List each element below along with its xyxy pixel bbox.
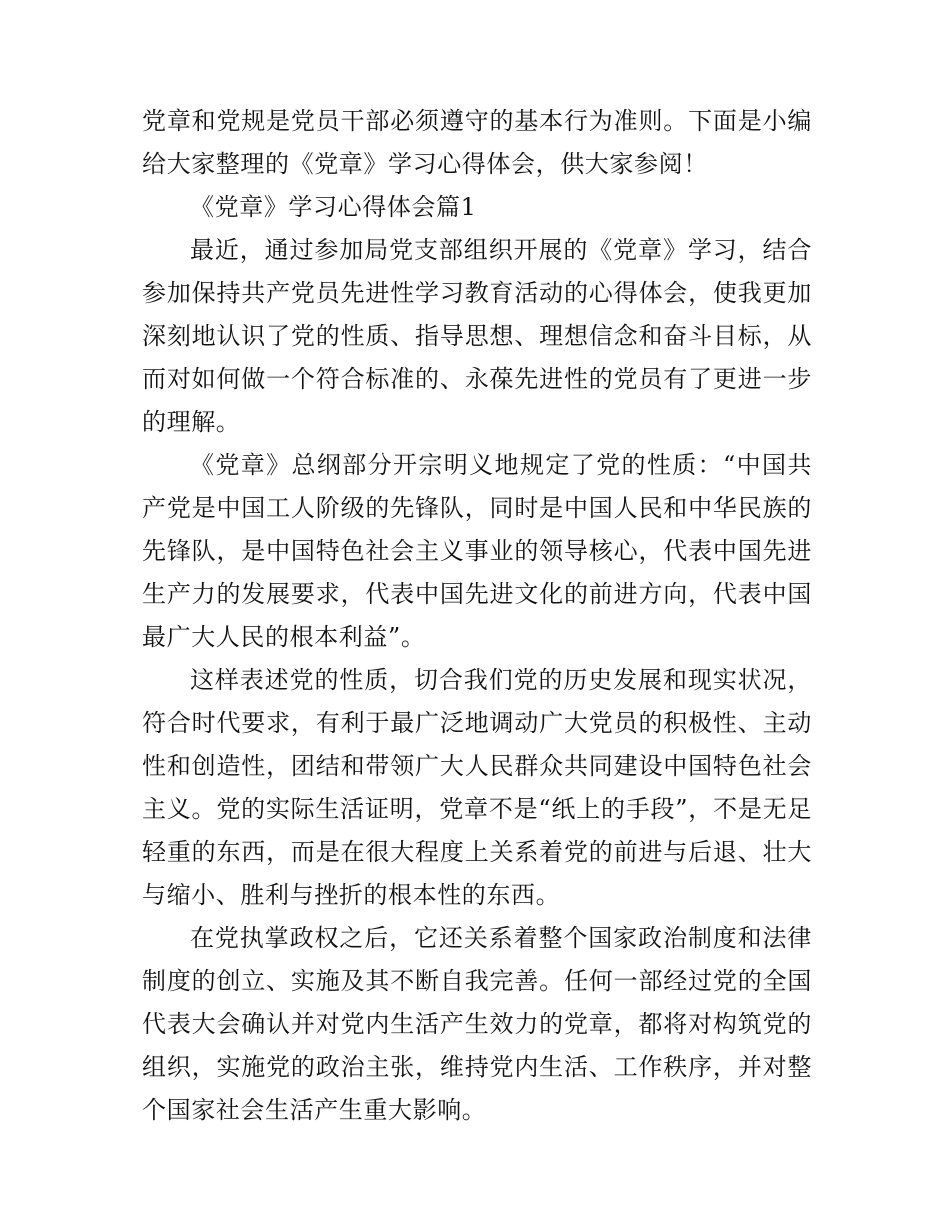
section-title: 《党章》学习心得体会篇1 xyxy=(190,193,477,221)
body-paragraph-1: 最近，通过参加局党支部组织开展的《党章》学习，结合参加保持共产党员先进性学习教育活动的心得体会，使我更加深刻地认识了党的性质、指导思想、理想信念和奋斗目标，从而对如何做一个符合标准的、永葆先进性的党员有了更进一步的理解。 xyxy=(142,236,812,436)
body-paragraph-3: 这样表述党的性质，切合我们党的历史发展和现实状况，符合时代要求，有利于最广泛地调动广大党员的积极性、主动性和创造性，团结和带领广大人民群众共同建设中国特色社会主义。党的实际生活证明，党章不是“纸上的手段”，不是无足轻重的东西，而是在很大程度上关系着党的前进与后退、壮大与缩小、胜利与挫折的根本性的东西。 xyxy=(142,666,812,909)
body-paragraph-2: 《党章》总纲部分开宗明义地规定了党的性质：“中国共产党是中国工人阶级的先锋队，同时是中国人民和中华民族的先锋队，是中国特色社会主义事业的领导核心，代表中国先进生产力的发展要求，代表中国先进文化的前进方向，代表中国最广大人民的根本利益”。 xyxy=(142,451,812,651)
document-body xyxy=(142,100,812,1132)
body-paragraph-4: 在党执掌政权之后，它还关系着整个国家政治制度和法律制度的创立、实施及其不断自我完善。任何一部经过党的全国代表大会确认并对党内生活产生效力的党章，都将对构筑党的组织，实施党的政治主张，维持党内生活、工作秩序，并对整个国家社会生活产生重大影响。 xyxy=(142,924,812,1124)
intro-paragraph: 党章和党规是党员干部必须遵守的基本行为准则。下面是小编给大家整理的《党章》学习心得体会，供大家参阅！ xyxy=(142,107,812,178)
